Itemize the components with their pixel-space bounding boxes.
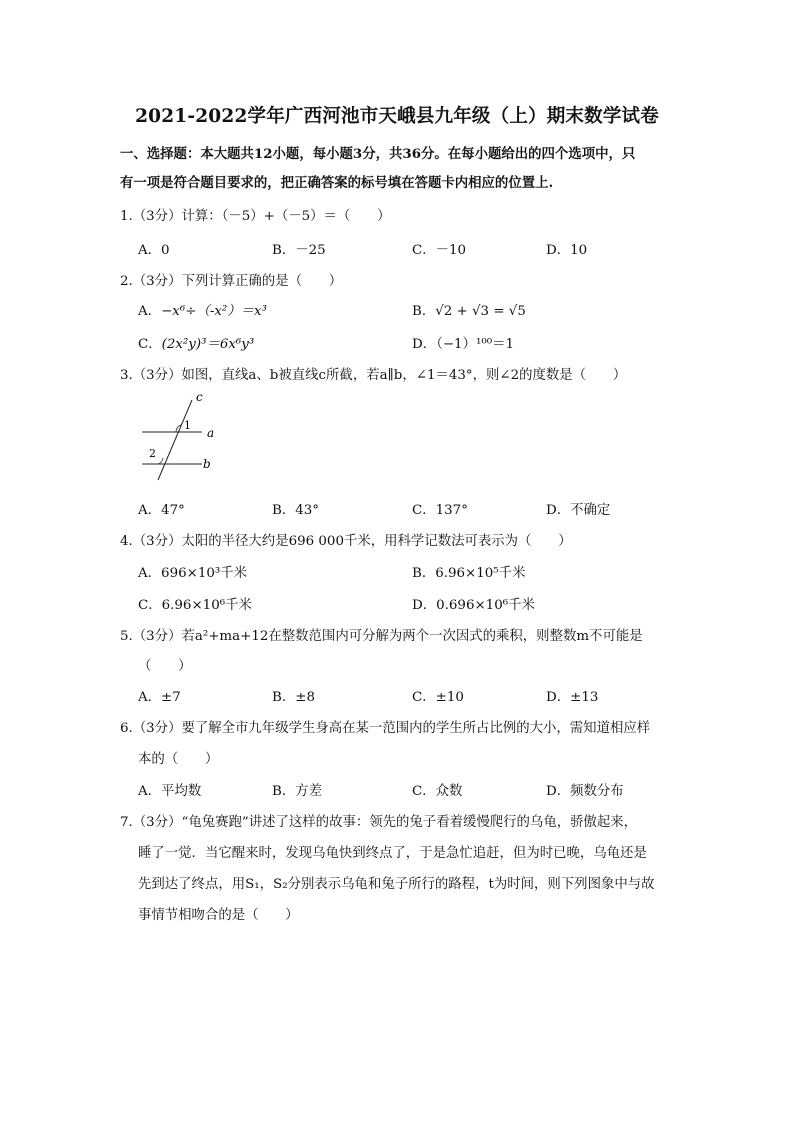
question-7-line-3: 先到达了终点，用S₁，S₂分别表示乌龟和兔子所行的路程，t为时间，则下列图象中与故 — [138, 877, 655, 892]
question-5-stem-cont: （ ） — [138, 659, 192, 674]
question-7-line-2: 睡了一觉．当它醒来时，发现乌龟快到终点了，于是急忙追赶，但为时已晚，乌龟还是 — [138, 846, 647, 861]
q2-option-b-text: √2 + √3 = √5 — [435, 304, 526, 319]
q1-option-b: B．－25 — [272, 243, 326, 258]
q4-option-d: D．0.696×10⁶千米 — [412, 598, 535, 613]
q2-option-a-label: A． — [138, 304, 162, 319]
section-line-1: 一、选择题：本大题共12小题，每小题3分，共36分。在每小题给出的四个选项中，只 — [120, 146, 636, 162]
parallel-lines-figure — [136, 388, 226, 486]
q2-option-b-label: B． — [412, 304, 436, 319]
q2-option-c-label: C． — [138, 337, 162, 352]
question-2-stem: 2.（3分）下列计算正确的是（ ） — [120, 274, 343, 289]
question-6-stem-cont: 本的（ ） — [138, 752, 219, 767]
q3-option-b: B．43° — [272, 503, 319, 518]
label-angle-2: 2 — [149, 447, 156, 460]
label-angle-1: 1 — [184, 419, 191, 432]
label-c: c — [196, 390, 203, 404]
q2-option-d-label: D． — [412, 337, 437, 352]
q2-option-b — [412, 300, 526, 319]
question-1-stem: 1.（3分）计算：（－5）+（－5）＝（ ） — [120, 209, 391, 224]
q5-option-a: A．±7 — [138, 690, 181, 705]
q2-option-c — [138, 333, 254, 352]
q2-option-a — [138, 300, 267, 319]
label-b: b — [203, 457, 211, 471]
label-a: a — [207, 426, 215, 440]
q1-option-c: C．－10 — [412, 243, 467, 258]
question-7-line-4: 事情节相吻合的是（ ） — [138, 908, 299, 923]
q3-option-a: A．47° — [138, 503, 185, 518]
question-6-stem: 6.（3分）要了解全市九年级学生身高在某一范围内的学生所占比例的大小，需知道相应样 — [120, 721, 651, 736]
question-3-stem: 3.（3分）如图，直线a、b被直线c所截，若a∥b，∠1＝43°，则∠2的度数是（ ） — [120, 368, 627, 383]
angle-2-arc — [158, 458, 163, 464]
q3-option-c: C．137° — [412, 503, 468, 518]
q5-option-d: D．±13 — [546, 690, 599, 705]
q3-option-d: D．不确定 — [546, 503, 611, 518]
q6-option-c: C．众数 — [412, 784, 463, 799]
q6-option-a: A．平均数 — [138, 784, 202, 799]
q2-option-c-text: (2x²y)³＝6x⁶y³ — [161, 337, 255, 352]
q5-option-b: B．±8 — [272, 690, 315, 705]
q1-option-a: A．0 — [138, 243, 170, 258]
exam-title: 2021-2022学年广西河池市天峨县九年级（上）期末数学试卷 — [135, 106, 659, 127]
q4-option-c: C．6.96×10⁶千米 — [138, 598, 252, 613]
q1-option-d: D．10 — [546, 243, 588, 258]
q4-option-b: B．6.96×10⁵千米 — [412, 566, 526, 581]
q2-option-d — [412, 333, 514, 352]
question-7-line-1: 7.（3分）“龟兔赛跑”讲述了这样的故事：领先的兔子看着缓慢爬行的乌龟，骄傲起来， — [120, 815, 638, 830]
question-5-stem: 5.（3分）若a²+ma+12在整数范围内可分解为两个一次因式的乘积，则整数m不可能是 — [120, 629, 643, 644]
section-instructions — [120, 140, 680, 198]
section-line-2: 有一项是符合题目要求的，把正确答案的标号填在答题卡内相应的位置上. — [120, 175, 554, 191]
line-c — [158, 400, 192, 480]
q4-option-a: A．696×10³千米 — [138, 566, 248, 581]
q6-option-b: B．方差 — [272, 784, 323, 799]
q6-option-d: D．频数分布 — [546, 784, 624, 799]
question-4-stem: 4.（3分）太阳的半径大约是696 000千米，用科学记数法可表示为（ ） — [120, 534, 572, 549]
q5-option-c: C．±10 — [412, 690, 464, 705]
q2-option-a-text: −x⁶÷（-x²）＝x³ — [161, 304, 267, 319]
q2-option-d-text: （−1）¹⁰⁰＝1 — [436, 337, 514, 352]
